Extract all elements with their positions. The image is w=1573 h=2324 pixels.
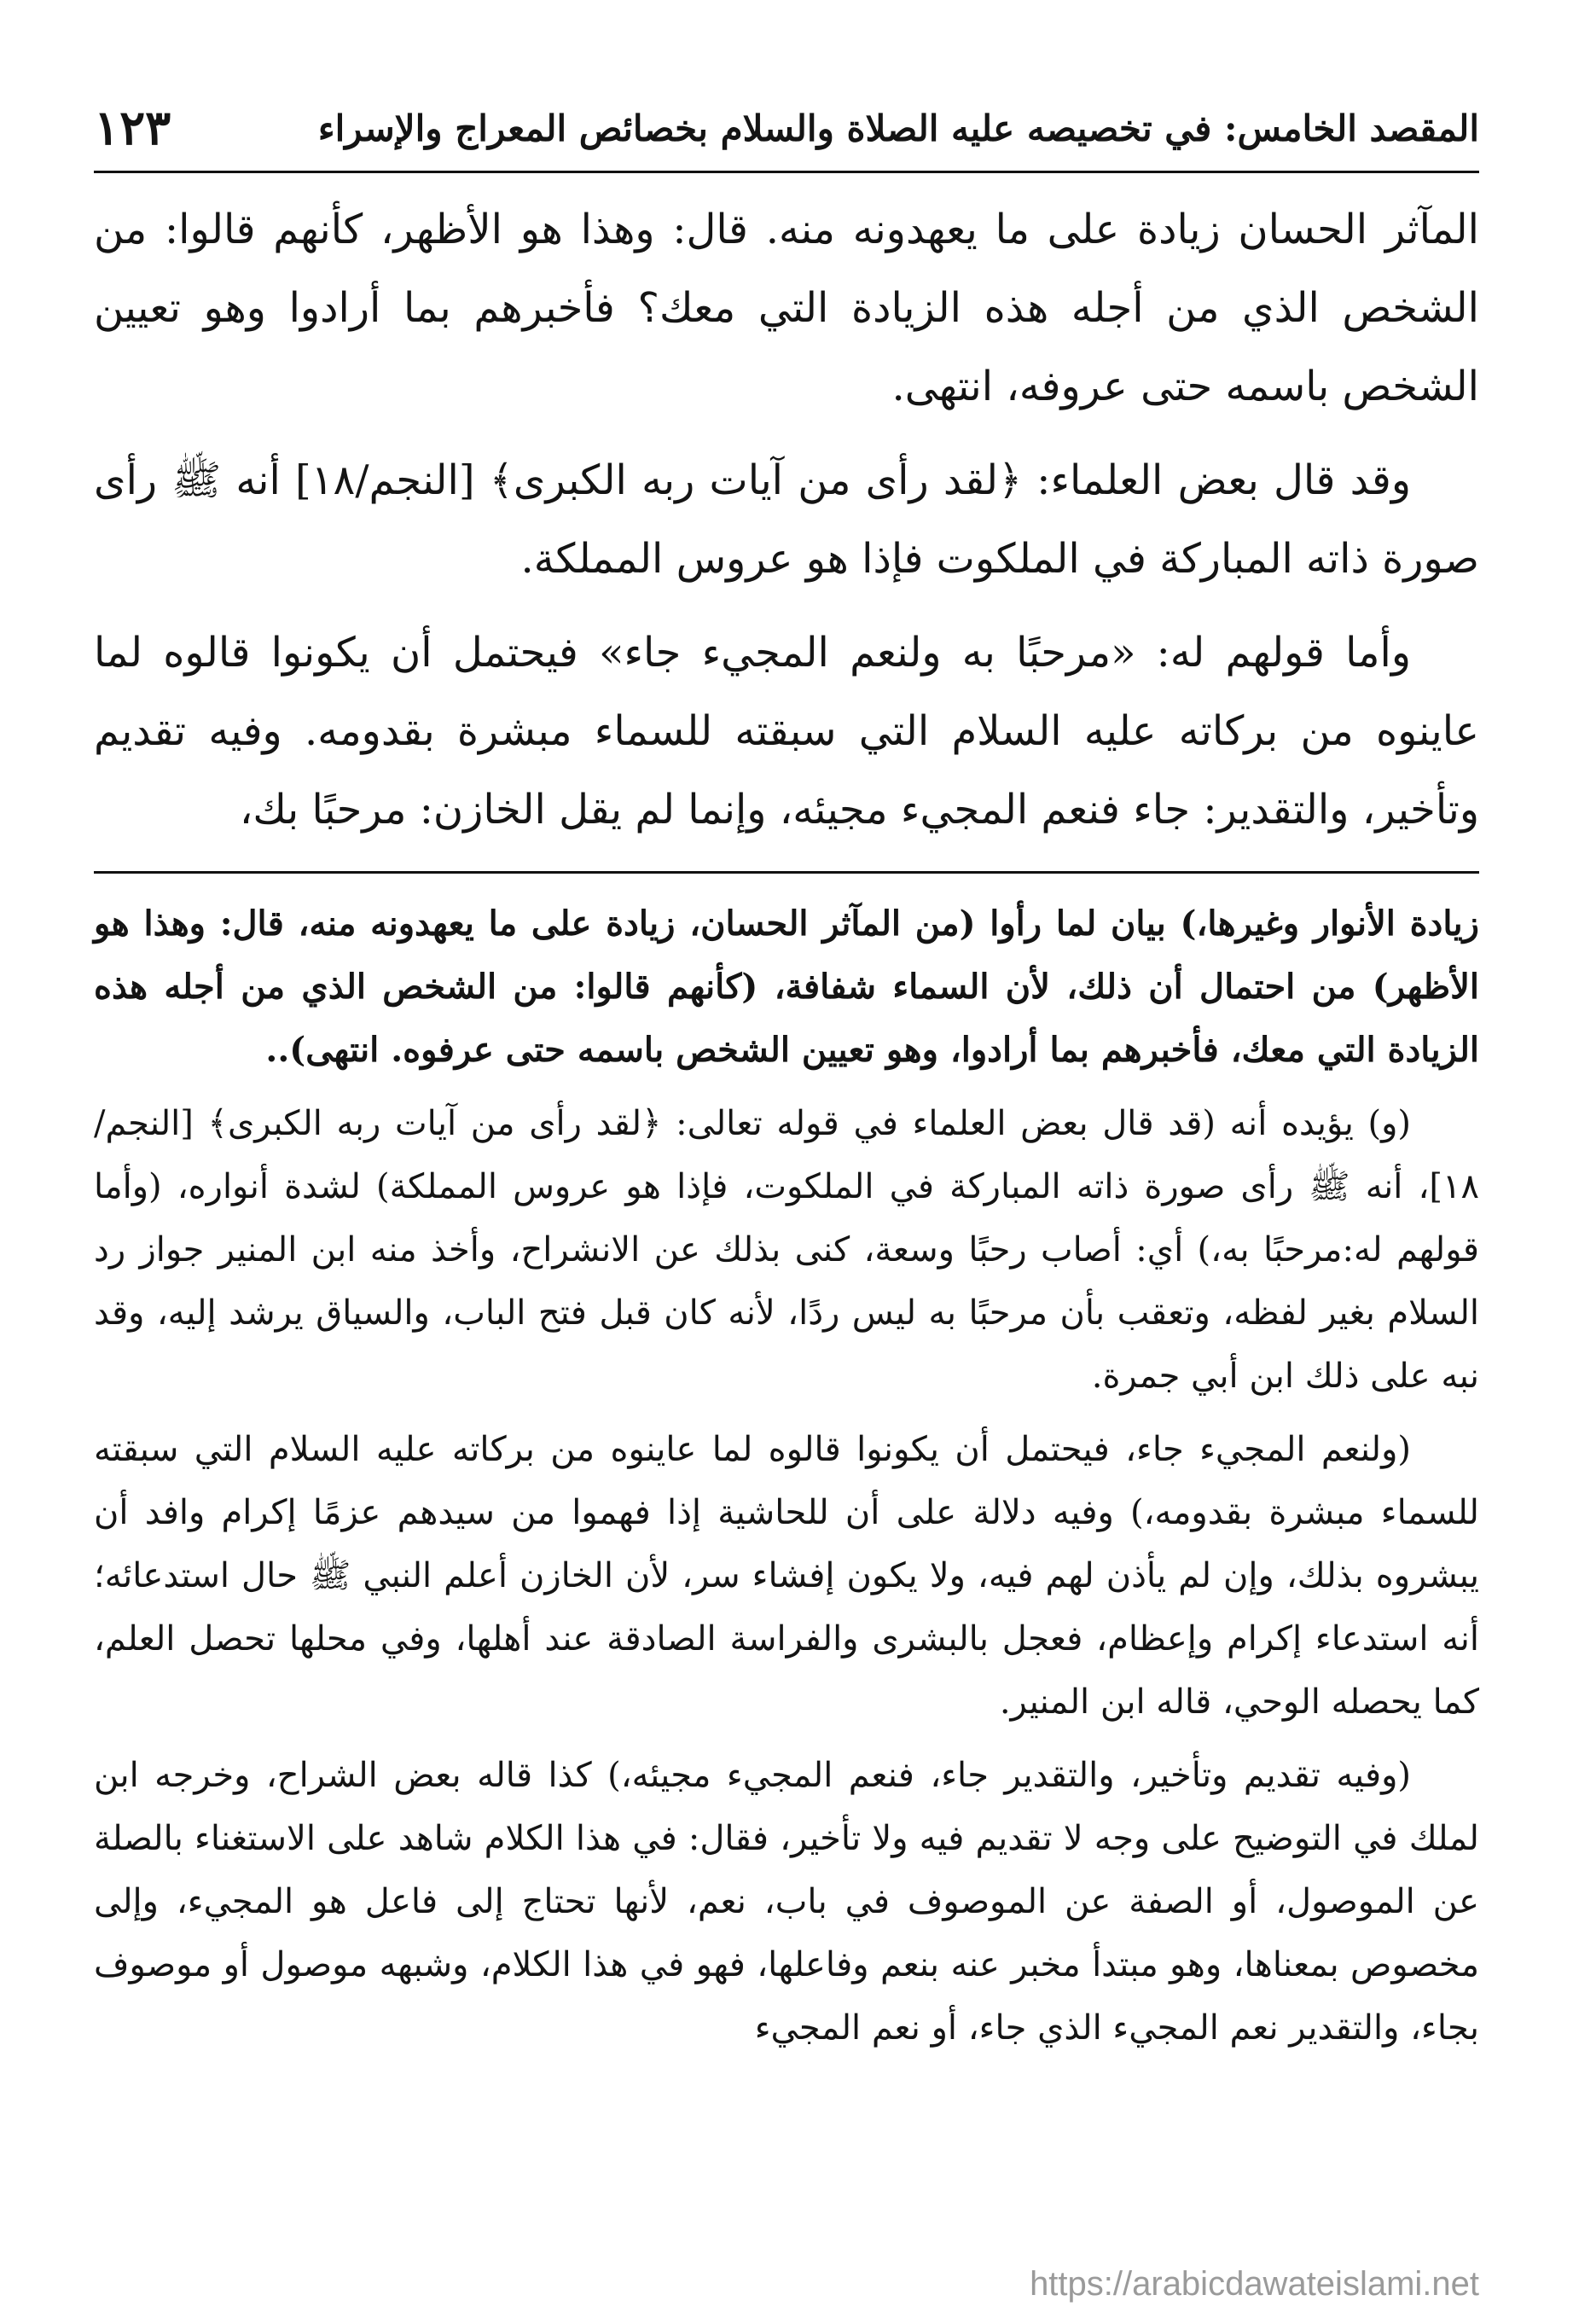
chapter-title: المقصد الخامس: في تخصيصه عليه الصلاة والسلام بخصائص المعراج والإسراء bbox=[317, 107, 1479, 149]
running-header bbox=[94, 85, 1479, 173]
commentary-paragraph-2: (و) يؤيده أنه (قد قال بعض العلماء في قوله تعالى: ﴿لقد رأى من آيات ربه الكبرى﴾ [النجم/١٨]، أنه ﷺ رأى صورة ذاته المباركة في الملكوت، فإذا هو عروس المملكة) لشدة أنواره، (وأما قولهم له:مرحبًا به،) أي: أصاب رحبًا وسعة، كنى بذلك عن الانشراح، وأخذ منه ابن المنير جواز رد السلام بغير لفظه، وتعقب بأن مرحبًا به ليس ردًا، لأنه كان قبل فتح الباب، والسياق يرشد إليه، وقد نبه على ذلك ابن أبي جمرة. bbox=[94, 1104, 1479, 1396]
footnote-divider bbox=[94, 871, 1479, 874]
book-page bbox=[94, 85, 1479, 2304]
commentary-paragraph-1: زيادة الأنوار وغيرها،) بيان لما رأوا (من المآثر الحسان، زيادة على ما يعهدونه منه، قال: وهذا هو الأظهر) من احتمال أن ذلك، لأن السماء شفافة، (كأنهم قالوا: من الشخص الذي من أجله هذه الزيادة التي معك، فأخبرهم بما أرادوا، وهو تعيين الشخص باسمه حتى عرفوه. انتهى).. bbox=[94, 903, 1479, 1070]
main-paragraph-2: وقد قال بعض العلماء: ﴿لقد رأى من آيات ربه الكبرى﴾ [النجم/١٨] أنه ﷺ رأى صورة ذاته المباركة في الملكوت فإذا هو عروس المملكة. bbox=[94, 456, 1479, 583]
page-number: ١٢٣ bbox=[94, 100, 171, 156]
commentary-paragraph-4: (وفيه تقديم وتأخير، والتقدير جاء، فنعم المجيء مجيئه،) كذا قاله بعض الشراح، وخرجه ابن لملك في التوضيح على وجه لا تقديم فيه ولا تأخير، فقال: في هذا الكلام شاهد على الاستغناء بالصلة عن الموصول، أو الصفة عن الموصوف في باب، نعم، لأنها تحتاج إلى فاعل هو المجيء، وإلى مخصوص بمعناها، وهو مبتدأ مخبر عنه بنعم وفاعلها، فهو في هذا الكلام، وشبهه موصول أو موصوف بجاء، والتقدير نعم المجيء الذي جاء، أو نعم المجيء bbox=[94, 1756, 1479, 2048]
commentary-section bbox=[94, 892, 1479, 2060]
main-text bbox=[94, 190, 1479, 849]
commentary-paragraph-3: (ولنعم المجيء جاء، فيحتمل أن يكونوا قالوه لما عاينوه من بركاته عليه السلام التي سبقته للسماء مبشرة بقدومه،) وفيه دلالة على أن للحاشية إذا فهموا من سيدهم عزمًا إكرام وافد أن يبشروه بذلك، وإن لم يأذن لهم فيه، ولا يكون إفشاء سر، لأن الخازن أعلم النبي ﷺ حال استدعائه؛ أنه استدعاء إكرام وإعظام، فعجل بالبشرى والفراسة الصادقة عند أهلها، وفي محلها تحصل العلم، كما يحصله الوحي، قاله ابن المنير. bbox=[94, 1430, 1479, 1722]
main-paragraph-1: المآثر الحسان زيادة على ما يعهدونه منه. قال: وهذا هو الأظهر، كأنهم قالوا: من الشخص الذي من أجله هذه الزيادة التي معك؟ فأخبرهم بما أرادوا وهو تعيين الشخص باسمه حتى عروفه، انتهى. bbox=[94, 206, 1480, 410]
watermark-url: https://arabicdawateislami.net bbox=[1030, 2265, 1479, 2303]
main-paragraph-3: وأما قولهم له: «مرحبًا به ولنعم المجيء جاء» فيحتمل أن يكونوا قالوه لما عاينوه من بركاته عليه السلام التي سبقته للسماء مبشرة بقدومه. وفيه تقديم وتأخير، والتقدير: جاء فنعم المجيء مجيئه، وإنما لم يقل الخازن: مرحبًا بك، bbox=[94, 629, 1479, 834]
